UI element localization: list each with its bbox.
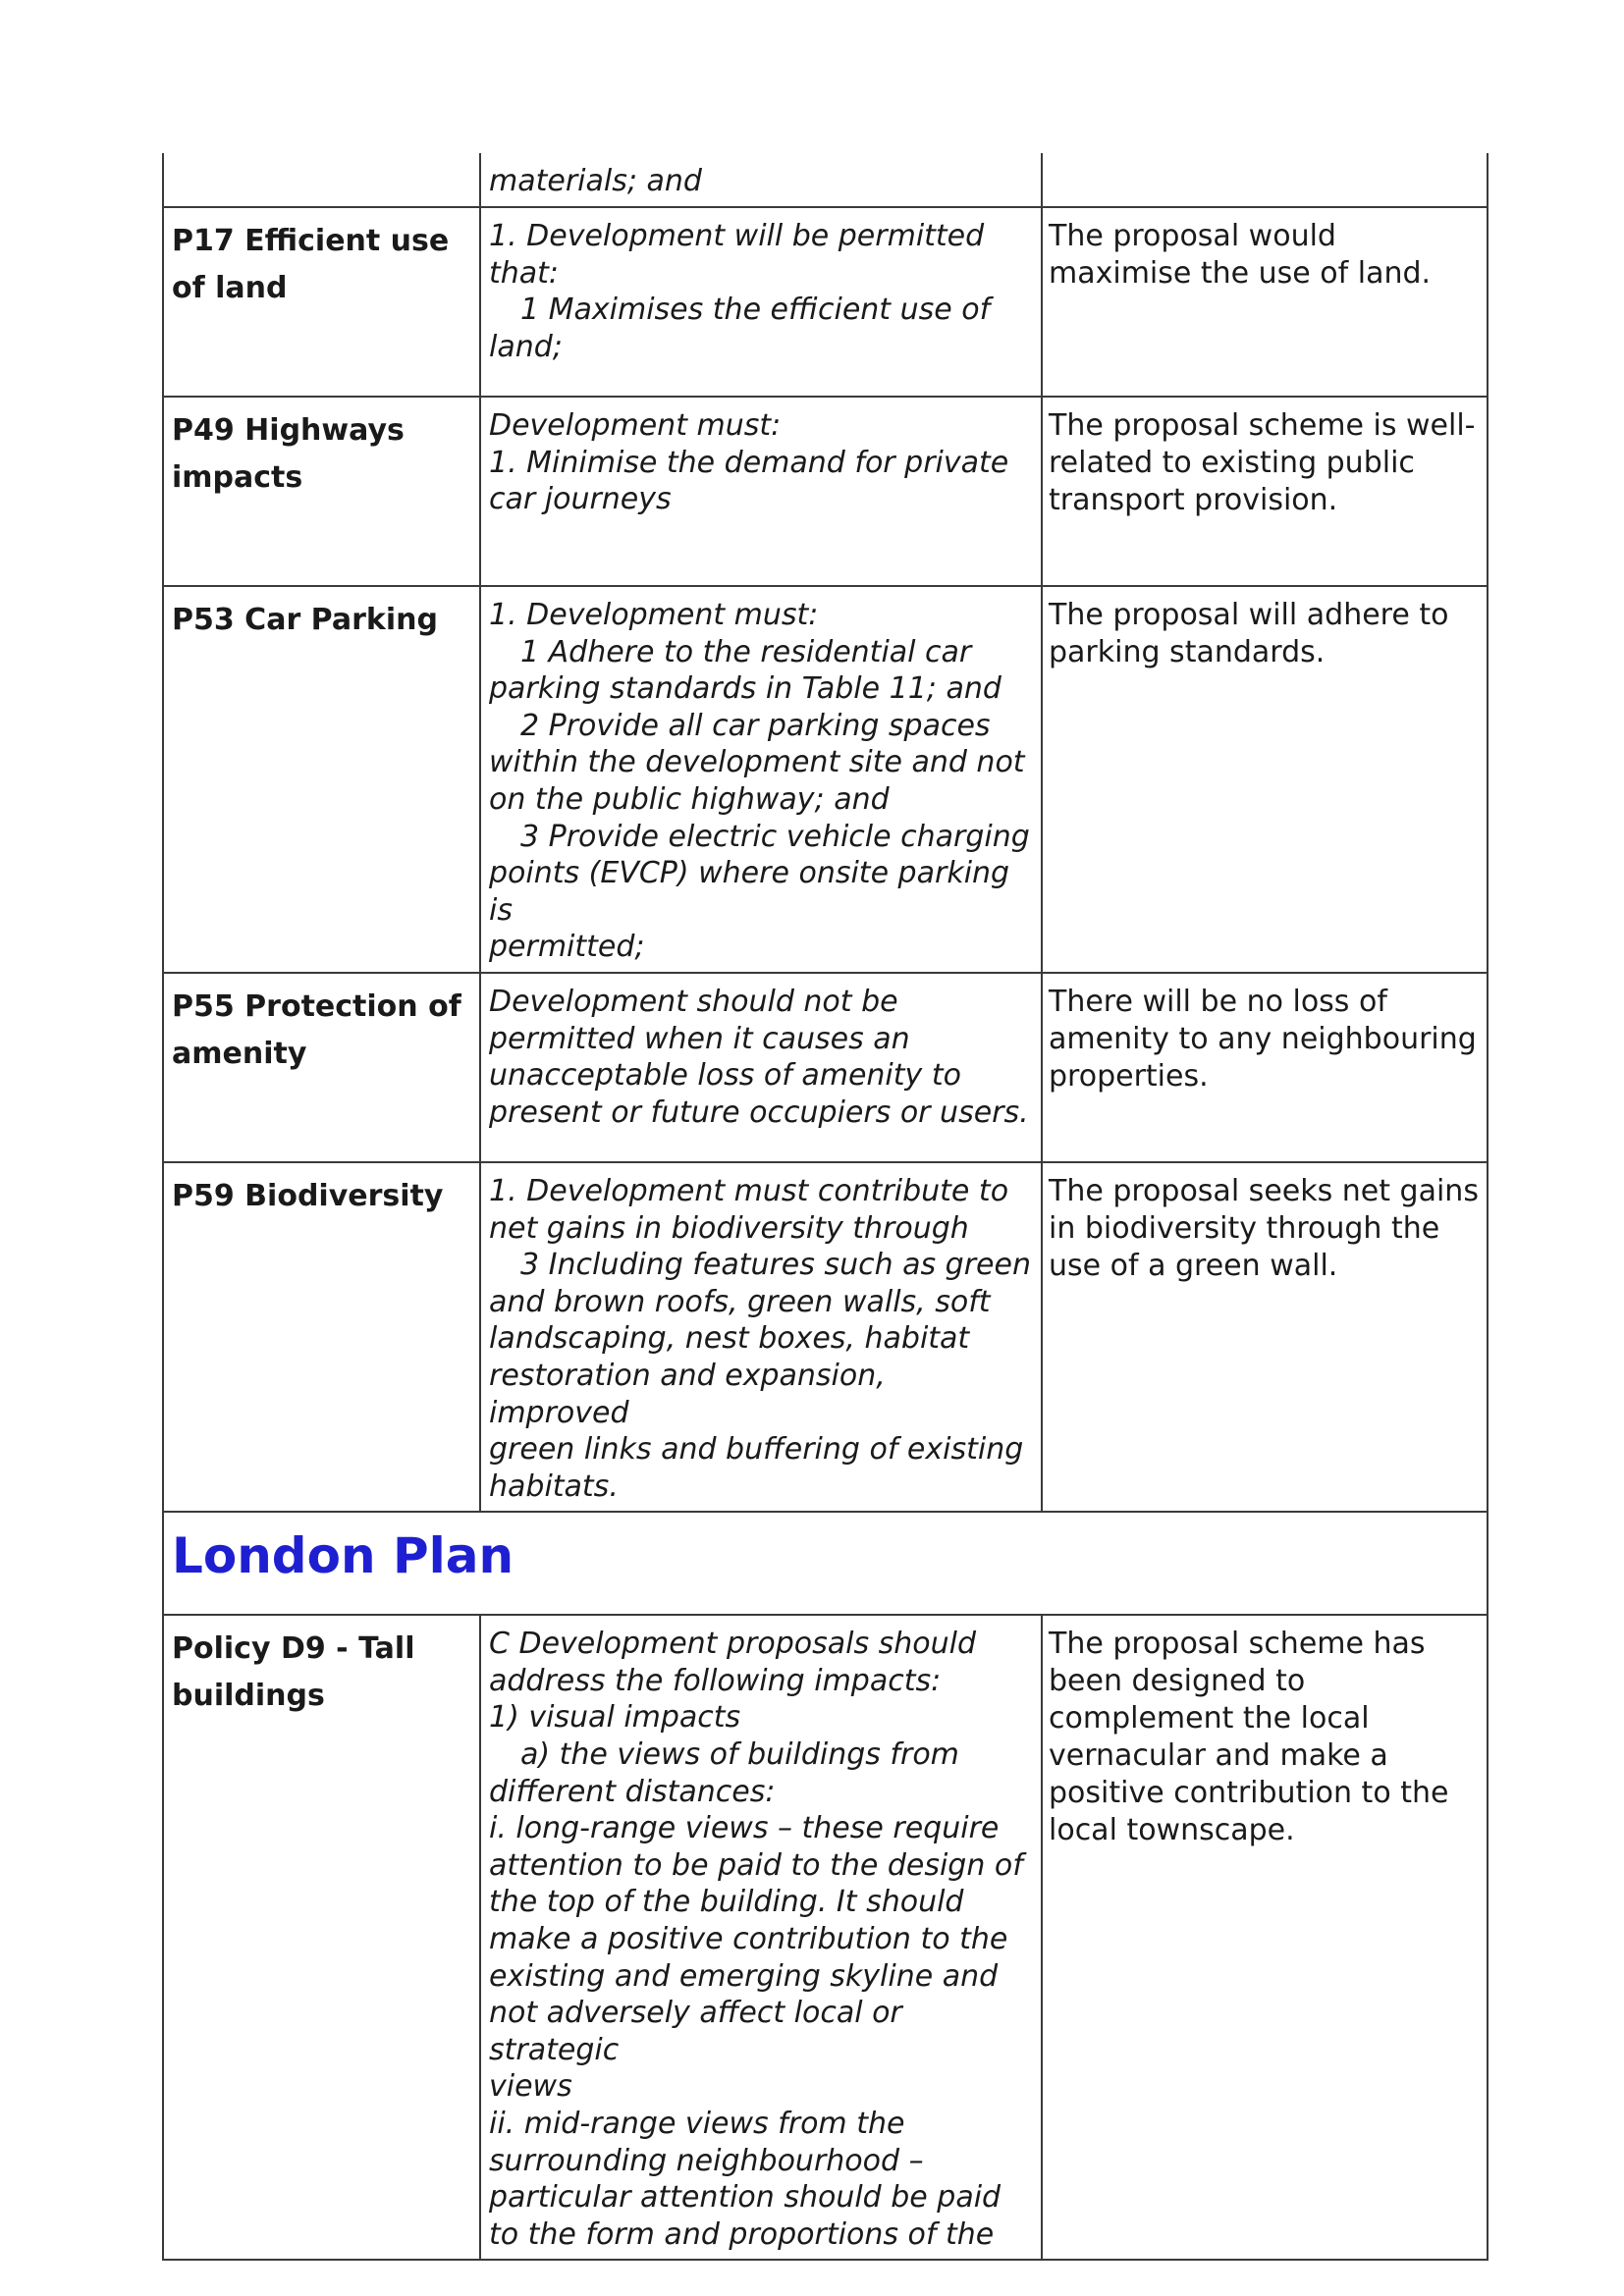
requirement-line: within the development site and not xyxy=(489,745,1025,780)
requirement-line: net gains in biodiversity through xyxy=(489,1210,969,1246)
requirement-line: Development should not be xyxy=(489,984,898,1019)
requirement-cell xyxy=(480,586,1042,973)
policy-cell: P55 Protection of amenity xyxy=(163,973,480,1162)
requirement-line: views xyxy=(489,2069,572,2105)
requirement-line: 1. Minimise the demand for private xyxy=(489,445,1009,480)
assessment-cell: The proposal scheme is well-related to existing public transport provision. xyxy=(1042,397,1488,586)
requirement-line: 1) visual impacts xyxy=(489,1700,741,1735)
policy-cell: P53 Car Parking xyxy=(163,586,480,973)
policy-cell: P59 Biodiversity xyxy=(163,1162,480,1512)
requirement-line: land; xyxy=(489,329,563,364)
table-row xyxy=(163,1615,1488,2260)
requirement-line: that: xyxy=(489,255,560,291)
table-row xyxy=(163,973,1488,1162)
policy-cell: P49 Highways impacts xyxy=(163,397,480,586)
section-heading-row xyxy=(163,1512,1488,1615)
requirement-line: habitats. xyxy=(489,1468,619,1504)
policy-cell xyxy=(163,153,480,207)
policy-cell: P17 Efficient use of land xyxy=(163,207,480,397)
requirement-line: and brown roofs, green walls, soft xyxy=(489,1284,991,1319)
requirement-line: not adversely affect local or strategic xyxy=(489,1996,902,2067)
requirement-cell xyxy=(480,1162,1042,1512)
requirement-line: parking standards in Table 11; and xyxy=(489,671,1001,707)
requirement-cell xyxy=(480,207,1042,397)
requirement-cell xyxy=(480,397,1042,586)
requirement-line: existing and emerging skyline and xyxy=(489,1958,999,1994)
table-row xyxy=(163,397,1488,586)
requirement-line: permitted when it causes an xyxy=(489,1021,910,1056)
requirement-line: different distances: xyxy=(489,1774,776,1809)
requirement-line: permitted; xyxy=(489,930,645,965)
table-row xyxy=(163,1162,1488,1512)
requirement-line: 1. Development must contribute to xyxy=(489,1173,1009,1208)
requirement-line: 1. Development must: xyxy=(489,598,819,632)
assessment-cell: The proposal scheme has been designed to complement the local vernacular and make a positive contribution to the local townscape. xyxy=(1042,1615,1488,2260)
requirement-line: green links and buffering of existing xyxy=(489,1432,1024,1468)
requirement-line: 2 Provide all car parking spaces xyxy=(520,708,991,743)
requirement-line: surrounding neighbourhood – xyxy=(489,2143,924,2178)
table-row xyxy=(163,153,1488,207)
policy-cell: Policy D9 - Tall buildings xyxy=(163,1615,480,2260)
requirement-cell xyxy=(480,1615,1042,2260)
assessment-cell: The proposal will adhere to parking standards. xyxy=(1042,586,1488,973)
assessment-cell: The proposal would maximise the use of land. xyxy=(1042,207,1488,397)
requirement-line: to the form and proportions of the xyxy=(489,2216,995,2252)
requirement-line: make a positive contribution to the xyxy=(489,1922,1008,1957)
requirement-line: points (EVCP) where onsite parking is xyxy=(489,856,1010,928)
requirement-line: restoration and expansion, improved xyxy=(489,1358,886,1430)
requirement-line: on the public highway; and xyxy=(489,781,890,817)
assessment-cell xyxy=(1042,153,1488,207)
requirement-line: 3 Including features such as green xyxy=(520,1248,1031,1283)
policy-table xyxy=(162,153,1489,2261)
requirement-line: attention to be paid to the design of xyxy=(489,1847,1023,1883)
requirement-line: 1 Maximises the efficient use of xyxy=(520,293,991,328)
requirement-line: landscaping, nest boxes, habitat xyxy=(489,1321,970,1357)
section-heading: London Plan xyxy=(163,1512,1488,1615)
table-row xyxy=(163,586,1488,973)
assessment-cell: The proposal seeks net gains in biodiversity through the use of a green wall. xyxy=(1042,1162,1488,1512)
requirement-cell xyxy=(480,153,1042,207)
requirement-line: unacceptable loss of amenity to xyxy=(489,1058,961,1094)
requirement-line: car journeys xyxy=(489,482,672,517)
table-row xyxy=(163,207,1488,397)
requirement-line: particular attention should be paid xyxy=(489,2180,1001,2216)
requirement-line: present or future occupiers or users. xyxy=(489,1095,1029,1130)
policy-table-body xyxy=(163,153,1488,2260)
requirement-line: 1. Development will be permitted xyxy=(489,219,985,253)
requirement-line: 1 Adhere to the residential car xyxy=(520,634,972,669)
requirement-line: the top of the building. It should xyxy=(489,1885,964,1920)
requirement-line: i. long-range views – these require xyxy=(489,1811,1000,1846)
requirement-line: address the following impacts: xyxy=(489,1663,942,1698)
requirement-line: ii. mid-range views from the xyxy=(489,2107,905,2141)
requirement-line: C Development proposals should xyxy=(489,1627,977,1662)
requirement-line: Development must: xyxy=(489,408,782,443)
requirement-line: a) the views of buildings from xyxy=(520,1737,959,1773)
requirement-cell xyxy=(480,973,1042,1162)
requirement-line: materials; and xyxy=(489,164,702,198)
requirement-line: 3 Provide electric vehicle charging xyxy=(520,819,1030,854)
assessment-cell: There will be no loss of amenity to any neighbouring properties. xyxy=(1042,973,1488,1162)
